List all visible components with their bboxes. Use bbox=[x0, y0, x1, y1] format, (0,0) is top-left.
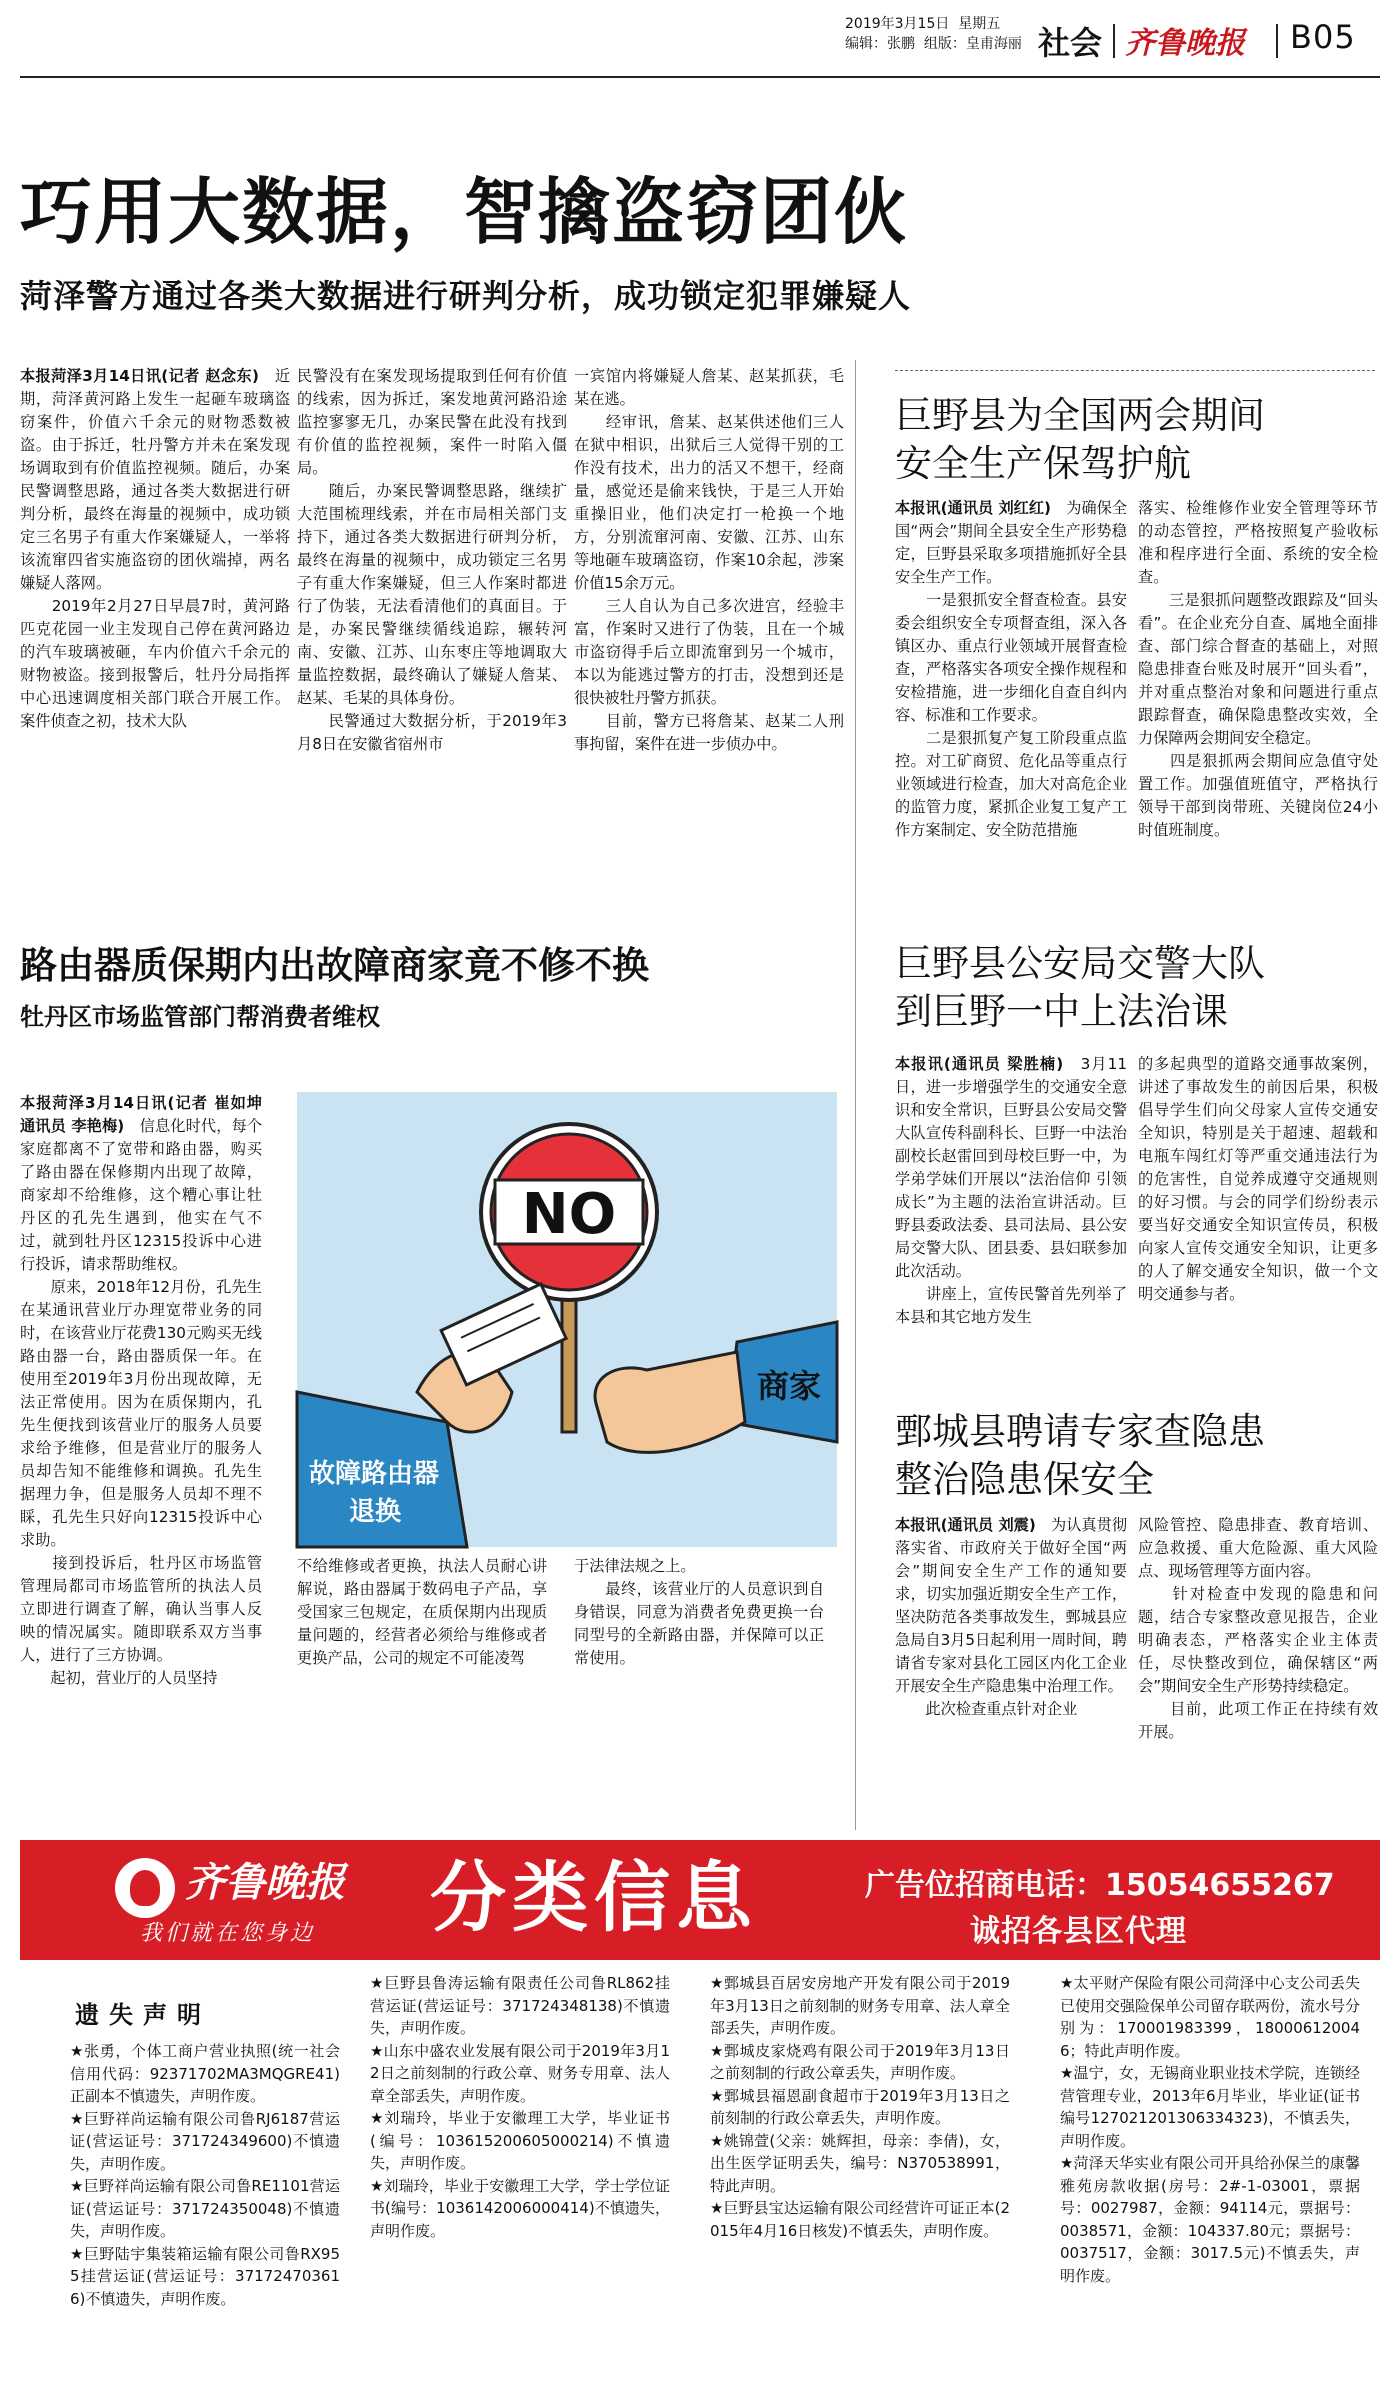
banner-phone: 广告位招商电话：15054655267 bbox=[865, 1868, 1335, 1903]
juancheng-headline-line1: 鄄城县聘请专家查隐患 bbox=[895, 1410, 1265, 1453]
juancheng-column-1 bbox=[895, 1514, 1127, 1814]
juye1-headline-line1: 巨野县为全国两会期间 bbox=[895, 394, 1265, 437]
customer-label-line1: 故障路由器 bbox=[309, 1459, 440, 1489]
lead-subheadline: 菏泽警方通过各类大数据进行研判分析，成功锁定犯罪嫌疑人 bbox=[20, 277, 912, 315]
column-divider bbox=[855, 360, 856, 1830]
router-subheadline: 牡丹区市场监管部门帮消费者维权 bbox=[20, 1003, 380, 1031]
juye2-col2-text: 的多起典型的道路交通事故案例，讲述了事故发生的前因后果，积极倡导学生们向父母家人宣传交通安全知识，特别是关于超速、超载和电瓶车闯红灯等严重交通违法行为的危害性，自觉养成遵守交通规则的好习惯。与会的同学们纷纷表示要当好交通安全知识宣传员，积极向家人宣传交通安全知识，让更多的人了解交通安全知识，做一个文明交通参与者。 bbox=[1138, 1055, 1378, 1303]
banner-recruit: 诚招各县区代理 bbox=[970, 1914, 1187, 1949]
header-editor: 编辑：张鹏 bbox=[845, 36, 915, 52]
classified-item: ★姚锦萱(父亲：姚辉担，母亲：李倩)，女，出生医学证明丢失，编号：N370538991，特此声明。 bbox=[710, 2131, 1010, 2195]
juancheng-headline bbox=[895, 1408, 1265, 1504]
header-section: 社会 bbox=[1038, 24, 1103, 62]
banner-slogan: 我们就在您身边 bbox=[140, 1921, 316, 1946]
header-divider bbox=[1113, 24, 1115, 58]
lead-col3-text: 一宾馆内将嫌疑人詹某、赵某抓获，毛某在逃。 经审讯，詹某、赵某供述他们三人在狱中相识，出狱后三人觉得干别的工作没有技术，出力的活又不想干，经商量，感觉还是偷来钱快，于是三人开始重操旧业，他们决定打一枪换一个地方，分别流窜河南、安徽、江苏、山东等地砸车玻璃盗窃，作案10余起，涉案价值15余万元。 三人自认为自己多次进宫，经验丰富，作案时又进行了伪装，且在一个城市盗窃得手后立即流窜到另一个城市，本以为能逃过警方的打击，没想到还是很快被牡丹警方抓获。 目前，警方已将詹某、赵某二人刑事拘留，案件在进一步侦办中。 bbox=[574, 367, 844, 753]
router-column-1 bbox=[20, 1092, 268, 1792]
classifieds-column-3 bbox=[710, 1972, 1010, 2382]
lead-col2-text: 民警没有在案发现场提取到任何有价值的线索，因为拆迁，案发地黄河路沿途监控寥寥无几，办案民警在此没有找到有价值的监控视频，案件一时陷入僵局。 随后，办案民警调整思路，继续扩大范围梳理线索，并在市局相关部门支持下，通过各类大数据进行研判分析，最终在海量的视频中，成功锁定三名男子有重大作案嫌疑，但三人作案时都进行了伪装，无法看清他们的真面目。于是，办案民警继续循线追踪，辗转河南、安徽、江苏、山东枣庄等地调取大量监控数据，最终确认了嫌疑人詹某、赵某、毛某的具体身份。 民警通过大数据分析，于2019年3月8日在安徽省宿州市 bbox=[297, 367, 567, 753]
classifieds-column-1 bbox=[70, 2040, 340, 2380]
merchant-label: 商家 bbox=[757, 1367, 822, 1405]
classified-item: ★张勇，个体工商户营业执照(统一社会信用代码：92371702MA3MQGRE41)正副本不慎遗失，声明作废。 bbox=[70, 2042, 340, 2105]
header-date: 2019年3月15日 bbox=[845, 16, 950, 32]
lead-column-2 bbox=[297, 365, 567, 905]
header-date-block bbox=[845, 14, 1022, 54]
juye2-col1-text: 3月11日，进一步增强学生的交通安全意识和安全常识，巨野县公安局交警大队宣传科副科长、巨野一中法治副校长赵雷回到母校巨野一中，为学弟学妹们开展以“法治信仰 引领成长”为主题的法治宣讲活动。巨野县委政法委、县司法局、县公安局交警大队、团县委、县妇联参加此次活动。 讲座上，宣传民警首先列举了本县和其它地方发生 bbox=[895, 1055, 1128, 1326]
router-byline: 本报菏泽3月14日讯(记者 崔如坤 通讯员 李艳梅) bbox=[20, 1094, 268, 1135]
no-sign-text: NO bbox=[521, 1182, 617, 1247]
classifieds-title: 遗失声明 bbox=[75, 2001, 211, 2029]
classified-item: ★巨野祥尚运输有限公司鲁RJ6187营运证(营运证号：371724349600)不慎遗失，声明作废。 bbox=[70, 2109, 340, 2173]
classifieds-column-2 bbox=[370, 1972, 670, 2382]
router-col2-text: 不给维修或者更换，执法人员耐心讲解说，路由器属于数码电子产品，享受国家三包规定，在质保期内出现质量问题的，经营者必须给与维修或者更换产品，公司的规定不可能凌驾 bbox=[297, 1557, 547, 1667]
router-col3-text: 于法律法规之上。 最终，该营业厅的人员意识到自身错误，同意为消费者免费更换一台同型号的全新路由器，并保障可以正常使用。 bbox=[574, 1557, 824, 1667]
juye1-headline-line2: 安全生产保驾护航 bbox=[895, 442, 1191, 485]
juye1-headline bbox=[895, 392, 1265, 488]
customer-label-line2: 退换 bbox=[349, 1497, 402, 1527]
header-rule bbox=[20, 76, 1380, 78]
classified-item: ★太平财产保险有限公司菏泽中心支公司丢失已使用交强险保单公司留存联两份，流水号分别为：170001983399，180006120046；特此声明作废。 bbox=[1060, 1974, 1361, 2060]
lead-col1-text: 近期，菏泽黄河路上发生一起砸车玻璃盗窃案件，价值六千余元的财物悉数被盗。由于拆迁，牡丹警方并未在案发现场调取到有价值监控视频。随后，办案民警调整思路，通过各类大数据进行研判分析，最终在海量的视频中，成功锁定三名男子有重大作案嫌疑人，一举将该流窜四省实施盗窃的团伙端掉，两名嫌疑人落网。 2019年2月27日早晨7时，黄河路匹克花园一业主发现自己停在黄河路边的汽车玻璃被砸，车内价值六千余元的财物被盗。接到报警后，牡丹分局指挥中心迅速调度相关部门联合开展工作。案件侦查之初，技术大队 bbox=[20, 367, 291, 730]
router-col1-text: 信息化时代，每个家庭都离不了宽带和路由器，购买了路由器在保修期内出现了故障，商家却不给维修，这个糟心事让牡丹区的孔先生遇到，他实在气不过，就到牡丹区12315投诉中心进行投诉，请求帮助维权。 原来，2018年12月份，孔先生在某通讯营业厅办理宽带业务的同时，在该营业厅花费130元购买无线路由器一台，路由器质保一年。在使用至2019年3月份出现故障，无法正常使用。因为在质保期内，孔先生便找到该营业厅的服务人员要求给予维修，但是营业厅的服务人员却告知不能维修和调换。孔先生据理力争，但是服务人员却不理不睬，孔先生只好向12315投诉中心求助。 接到投诉后，牡丹区市场监管管理局都司市场监管所的执法人员立即进行调查了解，确认当事人反映的情况属实。随即联系双方当事人，进行了三方协调。 起初，营业厅的人员坚持 bbox=[20, 1117, 263, 1687]
juye2-headline-line2: 到巨野一中上法治课 bbox=[895, 990, 1228, 1033]
classified-item: ★刘瑞玲，毕业于安徽理工大学，学士学位证书(编号：1036142006000414)不慎遗失，声明作废。 bbox=[370, 2176, 670, 2240]
classified-item: ★鄄城县百居安房地产开发有限公司于2019年3月13日之前刻制的财务专用章、法人章全部丢失，声明作废。 bbox=[710, 1974, 1010, 2037]
classifieds-banner bbox=[20, 1840, 1380, 1960]
juye2-headline-line1: 巨野县公安局交警大队 bbox=[895, 942, 1265, 985]
banner-logo-text: 齐鲁晚报 bbox=[185, 1859, 345, 1906]
juye1-col1-text: 为确保全国“两会”期间全县安全生产形势稳定，巨野县采取多项措施抓好全县安全生产工作。 一是狠抓安全督查检查。县安委会组织安全专项督查组，深入各镇区办、重点行业领域开展督查检查，严格落实各项安全操作规程和安检措施，进一步细化自查自纠内容、标准和工作要求。 二是狠抓复产复工阶段重点监控。对工矿商贸、危化品等重点行业领域进行检查，加大对高危企业的监管力度，紧抓企业复工复产工作方案制定、安全防范措施 bbox=[895, 499, 1128, 839]
juye1-top-rule bbox=[895, 370, 1375, 371]
juancheng-col1-text: 为认真贯彻落实省、市政府关于做好全国“两会”期间安全生产工作的通知要求，切实加强近期安全生产工作，坚决防范各类事故发生，鄄城县应急局自3月5日起利用一周时间，聘请省专家对县化工园区内化工企业开展安全生产隐患集中治理工作。 此次检查重点针对企业 bbox=[895, 1516, 1128, 1718]
banner-logo-icon bbox=[115, 1858, 175, 1918]
juancheng-byline: 本报讯(通讯员 刘震) bbox=[895, 1516, 1036, 1534]
classified-item: ★巨野祥尚运输有限公司鲁RE1101营运证(营运证号：371724350048)不慎遗失，声明作废。 bbox=[70, 2177, 340, 2240]
router-illustration-svg bbox=[297, 1092, 837, 1547]
juancheng-col2-text: 风险管控、隐患排查、教育培训、应急救援、重大危险源、重大风险点、现场管理等方面内容。 针对检查中发现的隐患和问题，结合专家整改意见报告，企业明确表态，严格落实企业主体责任，尽快整改到位，确保辖区“两会”期间安全生产形势持续稳定。 目前，此项工作正在持续有效开展。 bbox=[1138, 1516, 1378, 1741]
lead-column-3 bbox=[574, 365, 844, 905]
classified-item: ★鄄城皮家烧鸡有限公司于2019年3月13日之前刻制的行政公章丢失，声明作废。 bbox=[710, 2041, 1010, 2082]
juye1-column-1 bbox=[895, 497, 1127, 927]
classified-item: ★山东中盛农业发展有限公司于2019年3月12日之前刻制的行政公章、财务专用章、法人章全部丢失，声明作废。 bbox=[370, 2041, 670, 2105]
header-layout: 组版：皇甫海丽 bbox=[923, 36, 1022, 52]
juye2-column-1 bbox=[895, 1053, 1127, 1383]
juye2-byline: 本报讯(通讯员 梁胜楠) bbox=[895, 1055, 1064, 1073]
classified-item: ★巨野县宝达运输有限公司经营许可证正本(2015年4月16日核发)不慎丢失，声明作废。 bbox=[710, 2199, 1010, 2240]
lead-byline: 本报菏泽3月14日讯(记者 赵念东) bbox=[20, 367, 259, 385]
router-column-3 bbox=[574, 1555, 824, 1795]
juancheng-headline-line2: 整治隐患保安全 bbox=[895, 1458, 1154, 1501]
juye1-byline: 本报讯(通讯员 刘红红) bbox=[895, 499, 1051, 517]
juancheng-column-2 bbox=[1138, 1514, 1378, 1814]
router-headline: 路由器质保期内出故障商家竟不修不换 bbox=[20, 943, 649, 987]
juye1-column-2 bbox=[1138, 497, 1378, 927]
classifieds-column-4 bbox=[1060, 1972, 1360, 2382]
router-illustration bbox=[297, 1092, 837, 1547]
juye2-column-2 bbox=[1138, 1053, 1378, 1383]
lead-column-1 bbox=[20, 365, 290, 905]
header-weekday: 星期五 bbox=[958, 16, 1001, 32]
header-page-number: B05 bbox=[1290, 18, 1356, 56]
classified-item: ★巨野县鲁涛运输有限责任公司鲁RL862挂营运证(营运证号：371724348138)不慎遗失，声明作废。 bbox=[370, 1974, 670, 2037]
header-paper-logo: 齐鲁晚报 bbox=[1125, 26, 1245, 61]
classified-item: ★温宁，女，无锡商业职业技术学院，连锁经营管理专业，2013年6月毕业，毕业证(证书编号127021201306334323)，不慎丢失，声明作废。 bbox=[1060, 2064, 1360, 2150]
classified-item: ★鄄城县福恩副食超市于2019年3月13日之前刻制的行政公章丢失，声明作废。 bbox=[710, 2086, 1010, 2127]
classified-item: ★菏泽天华实业有限公司开具给孙保兰的康馨雅苑房款收据(房号：2#-1-03001，票据号：0027987，金额：94114元，票据号：0038571，金额：104337.80元；票据号：0037517，金额：3017.5元)不慎丢失，声明作废。 bbox=[1060, 2154, 1360, 2285]
juye2-headline bbox=[895, 940, 1265, 1036]
banner-title: 分类信息 bbox=[430, 1853, 758, 1942]
sign-stick bbox=[562, 1282, 576, 1432]
classified-item: ★刘瑞玲，毕业于安徽理工大学，毕业证书(编号：103615200605000214)不慎遗失，声明作废。 bbox=[370, 2109, 670, 2172]
banner-logo-mark bbox=[130, 1870, 160, 1906]
classified-item: ★巨野陆宇集装箱运输有限公司鲁RX955挂营运证(营运证号：371724703616)不慎遗失，声明作废。 bbox=[70, 2244, 340, 2308]
header-divider-2 bbox=[1276, 24, 1278, 58]
lead-headline: 巧用大数据，智擒盗窃团伙 bbox=[20, 169, 909, 254]
router-column-2 bbox=[297, 1555, 547, 1795]
juye1-col2-text: 落实、检维修作业安全管理等环节的动态管控，严格按照复产验收标准和程序进行全面、系统的安全检查。 三是狠抓问题整改跟踪及“回头看”。在企业充分自查、属地全面排查、部门综合督查的基础上，对照隐患排查台账及时展开“回头看”，并对重点整治对象和问题进行重点跟踪督查，确保隐患整改实效，全力保障两会期间安全稳定。 四是狠抓两会期间应急值守处置工作。加强值班值守，严格执行领导干部到岗带班、关键岗位24小时值班制度。 bbox=[1138, 499, 1378, 839]
